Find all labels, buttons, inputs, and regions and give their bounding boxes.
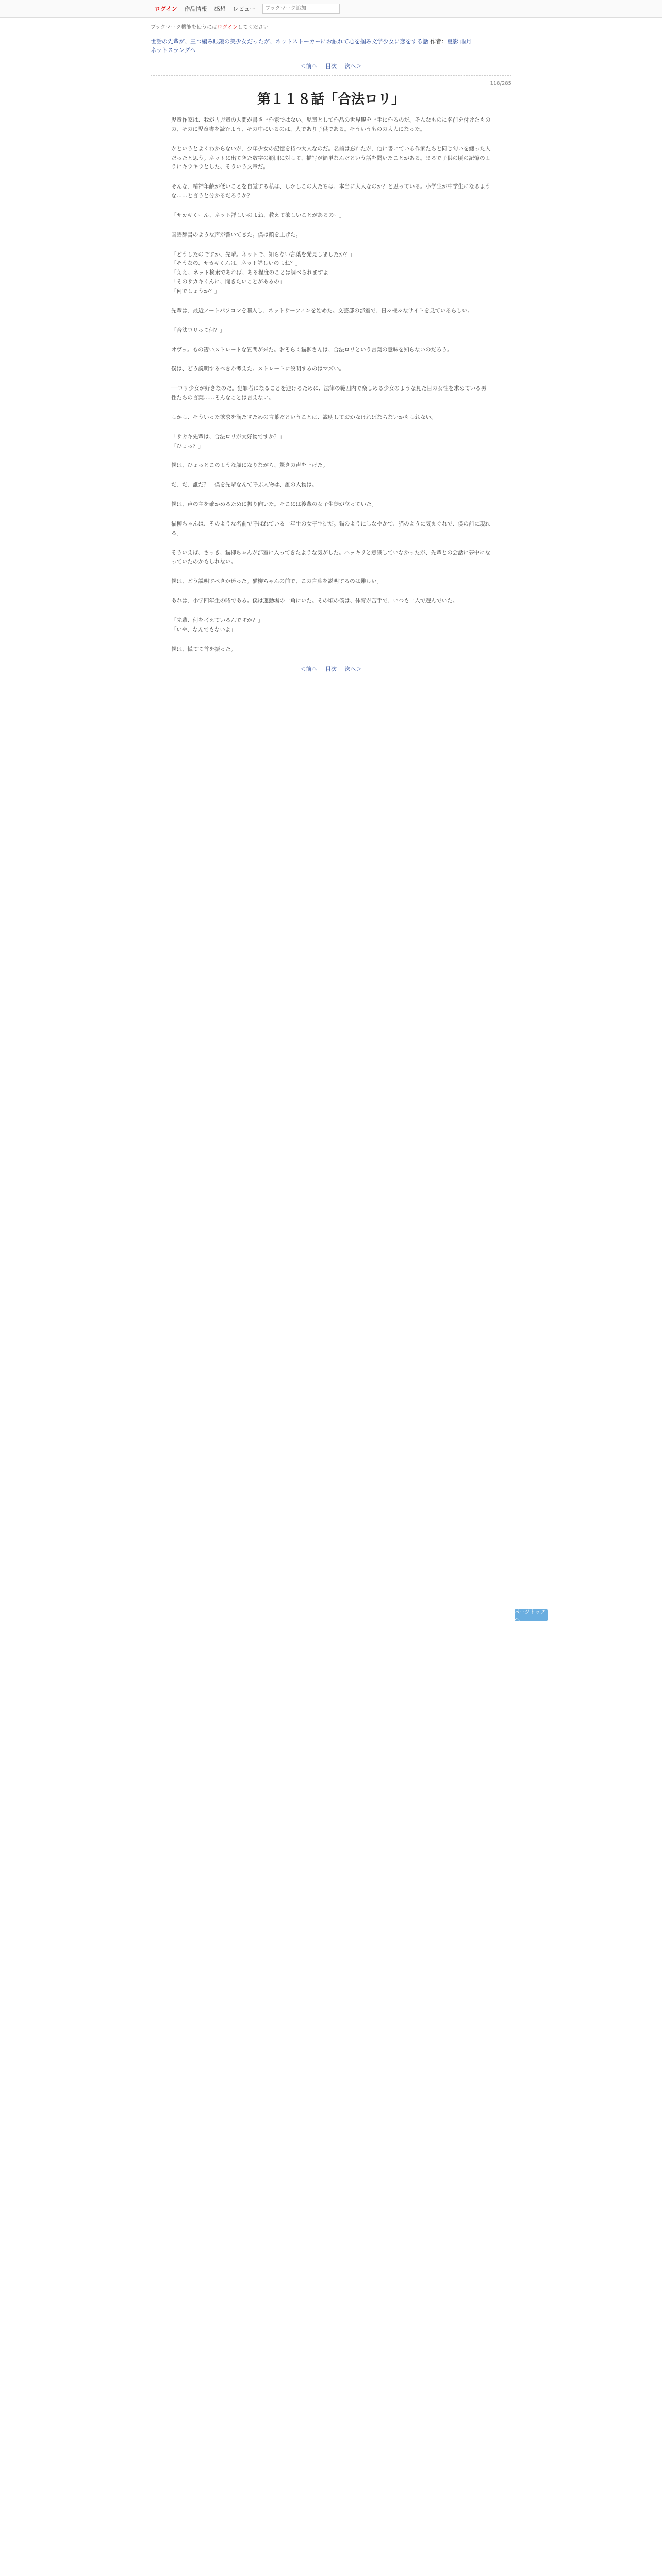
page-number: 118/285 [490, 81, 511, 87]
login-notice: ブックマーク機能を使うにはログインしてください。 [151, 25, 274, 30]
next-link[interactable]: 次へ＞ [344, 63, 362, 70]
bookmark-link[interactable]: ネットスラングへ [151, 46, 196, 54]
nav-link-review[interactable]: 感想 [214, 5, 226, 12]
paragraph: 僕は、どう説明すべきか迷った。猫柳ちゃんの前で、この言葉を説明するのは難しい。 [171, 578, 383, 585]
nav-link-review2[interactable]: レビュー [233, 5, 256, 12]
bottom-prev-link[interactable]: ＜前へ [300, 665, 318, 672]
toc-link[interactable]: 目次 [325, 63, 337, 70]
paragraph: 猫柳ちゃんは、そのような名前で呼ばれている一年生の女子生徒だ。猫のようにしなやかで、猫のように気まぐれで、僕の前に現れる。 [171, 520, 491, 536]
paragraph: 「サカキくーん、ネット詳しいのよね、教えて欲しいことがあるのー」 [171, 212, 345, 218]
prev-link[interactable]: ＜前へ [300, 63, 318, 70]
paragraph: しかし、そういった欲求を満たすための言葉だということは、説明しておかなければならないかもしれない。 [171, 414, 437, 420]
paragraph: 僕は、ひょっとこのような顔になりながら、驚きの声を上げた。 [171, 462, 328, 469]
paragraph: 「どうしたのですか、先輩。ネットで、知らない言葉を発見しましたか？」 「そうなの、サカキくんは、ネット詳しいのよね？」 「ええ、ネット検索であれば、ある程度のことは調べられますよ」 「そのサカキくんに、聞きたいことがあるの」 「何でしょうか？」 [171, 251, 355, 294]
paragraph: 僕は、慌てて首を振った。 [171, 646, 236, 652]
nav-link-info[interactable]: 作品情報 [184, 5, 207, 12]
paragraph: 児童作家は、我が古児童の人間が書き上作家ではない。児童として作品の世界観を上手に作るのだ。そんなものに名前を付けたものの、そのに児童書を読むよう、その中にいるのは、人であり子供である。そういうものの大人になった。 [171, 117, 491, 132]
bookmark-input[interactable] [262, 4, 340, 14]
paragraph: そういえば、さっき、猫柳ちゃんが部室に入ってきたような気がした。ハッキリと意識していなかったが、先輩との会話に夢中になっていたのかもしれない。 [171, 549, 491, 565]
paragraph: 国語辞書のような声が響いてきた。僕は顔を上げた。 [171, 231, 301, 238]
author-link[interactable]: 夏影 雨月 [447, 38, 472, 45]
chapter-body [151, 116, 511, 654]
main-content [151, 23, 545, 1623]
paragraph: 僕は、声の主を確かめるために振り向いた。そこには後輩の女子生徒が立っていた。 [171, 501, 377, 508]
paragraph: だ、だ、誰だ？ 僕を先輩なんて呼ぶ人物は、誰の人物は。 [171, 482, 318, 488]
page-top-button[interactable]: ページトップへ [515, 1609, 548, 1621]
paragraph: かというとよくわからないが、少年少女の記憶を持つ大人なのだ。名前は忘れたが、他に書いている作家たちと同じ匂いを纏った人だったと思う。ネットに出てきた数字の範囲に対して、描写が簡単なんだという話を聞いたことがある。まるで子供の頃の記憶のようにキラキラとした、そういう文章だ。 [171, 145, 491, 171]
bottom-pager [151, 665, 511, 673]
bottom-toc-link[interactable]: 目次 [325, 665, 337, 672]
paragraph: 「先輩、何を考えているんですか？」 「いや、なんでもないよ」 [171, 617, 263, 633]
paragraph: オヴッ。もの凄いストレートな質問が来た。おそらく猫柳さんは、合法ロリという言葉の意味を知らないのだろう。 [171, 346, 453, 353]
divider [151, 75, 511, 76]
bottom-next-link[interactable]: 次へ＞ [344, 665, 362, 672]
paragraph: 「サカキ先輩は、合法ロリが大好物ですか？」 「ひょっ？」 [171, 433, 285, 449]
paragraph: 僕は、どう説明するべきか考えた。ストレートに説明するのはマズい。 [171, 366, 344, 372]
paragraph: 先輩は、最近ノートパソコンを購入し、ネットサーフィンを始めた。文芸部の部室で、日々様々なサイトを見ているらしい。 [171, 307, 473, 314]
top-navigation [0, 0, 662, 18]
paragraph: ──ロリ少女が好きなのだ。犯罪者になることを避けるために、法律の範囲内で楽しめる少女のような見た目の女性を求めている男性たちの言葉……そんなことは言えない。 [171, 385, 487, 401]
paragraph: そんな、精神年齢が低いことを自覚する私は、しかしこの人たちは、本当に大人なのか？と思っている。小学生が中学生になるような……と言うと分かるだろうか？ [171, 183, 491, 199]
chapter-title: 第１１８話「合法ロリ」 [257, 92, 405, 107]
paragraph: 「合法ロリって何？」 [171, 327, 225, 333]
story-title-link[interactable]: 世話の先輩が、三つ編み眼鏡の美少女だったが、ネットストーカーにお触れて心を掴み文学少女に恋をする話 [151, 38, 428, 45]
login-link[interactable]: ログイン [155, 5, 177, 12]
paragraph: あれは、小学四年生の時である。僕は運動場の一角にいた。その頃の僕は、体育が苦手で、いつも一人で遊んでいた。 [171, 598, 458, 604]
notice-login-link[interactable]: ログイン [217, 25, 238, 30]
story-header: 世話の先輩が、三つ編み眼鏡の美少女だったが、ネットストーカーにお触れて心を掴み文学少女に恋をする話 作者：夏影 雨月 ネットスラングへ [151, 38, 472, 54]
top-pager [151, 62, 511, 70]
